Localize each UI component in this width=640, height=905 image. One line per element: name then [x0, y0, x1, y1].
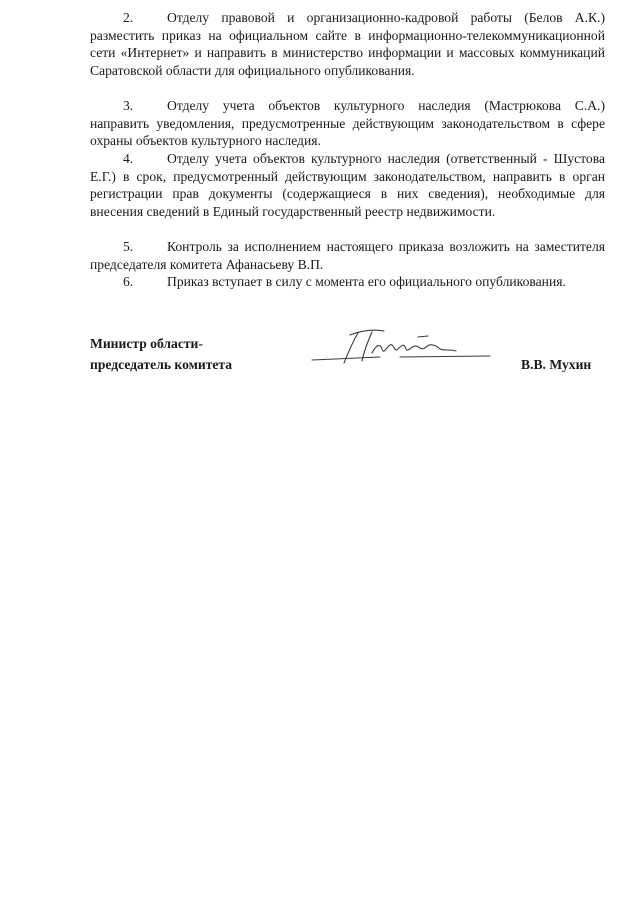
- item-text: Контроль за исполнением настоящего приказа возложить на заместителя председателя комитета Афанасьеву В.П.: [90, 239, 605, 272]
- handwritten-signature: [300, 325, 500, 370]
- order-item-2: [90, 9, 605, 79]
- item-text: Приказ вступает в силу с момента его официального опубликования.: [167, 274, 566, 289]
- position-line-1: Министр области-: [90, 336, 203, 351]
- item-text: Отделу учета объектов культурного наследия (ответственный - Шустова Е.Г.) в срок, предусмотренный действующим законодательством, направить в орган регистрации прав документы (содержащиеся в них сведения), необходимые для внесения сведений в Единый государственный реестр недвижимости.: [90, 151, 605, 219]
- item-number: 3.: [123, 98, 134, 113]
- item-number: 2.: [123, 10, 134, 25]
- signatory-position: [90, 333, 232, 375]
- item-text: Отделу учета объектов культурного наследия (Мастрюкова С.А.) направить уведомления, предусмотренные действующим законодательством в сфере охраны объектов культурного наследия.: [90, 98, 605, 149]
- order-item-3: [90, 97, 605, 150]
- item-number: 4.: [123, 151, 134, 166]
- order-item-6: [90, 273, 605, 291]
- order-item-5: [90, 238, 605, 273]
- item-text: Отделу правовой и организационно-кадровой работы (Белов А.К.) разместить приказ на официальном сайте в информационно-телекоммуникационной сети «Интернет» и направить в министерство информации и массовых коммуникаций Саратовской области для официального опубликования.: [90, 10, 605, 78]
- item-number: 5.: [123, 239, 134, 254]
- item-number: 6.: [123, 274, 134, 289]
- position-line-2: председатель комитета: [90, 357, 233, 372]
- signatory-name: В.В. Мухин: [521, 357, 592, 372]
- order-item-4: [90, 150, 605, 220]
